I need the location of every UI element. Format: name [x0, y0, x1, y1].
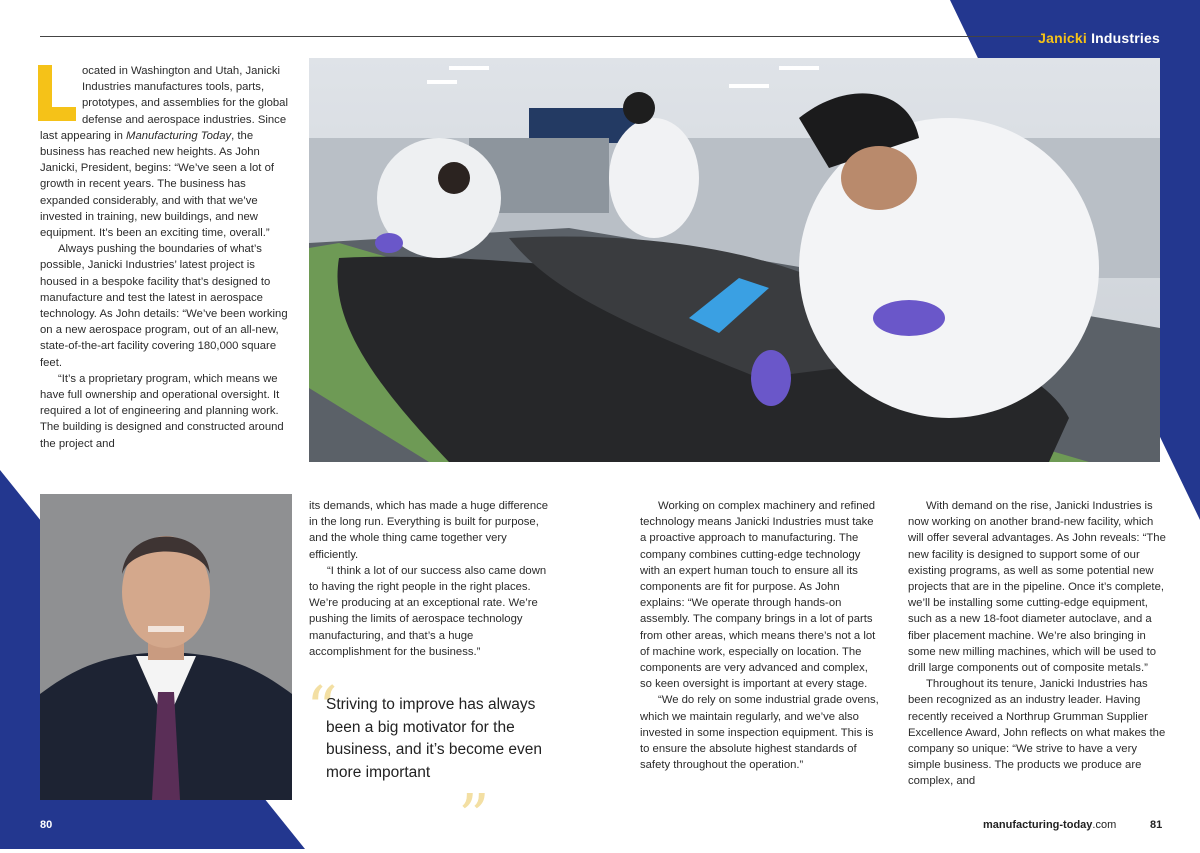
article-column-1 — [40, 63, 292, 452]
paragraph: Working on complex machinery and refined technology means Janicki Industries must take a proactive approach to manufacturing. The company combines cutting-edge technology with an expert human touch to ensure all its components are fit for purpose. As John explains: “We operate through hands-on assembly. The company brings in a lot of parts from other areas, which means there’s not a lot of machine work, especially on location. The components are very advanced and complex, so keen oversight is important at every stage. — [640, 500, 876, 691]
article-column-2 — [309, 498, 555, 660]
pull-quote: Striving to improve has always been a big motivator for the business, and it’s become even more important — [326, 696, 542, 781]
header-rule — [40, 36, 1045, 37]
intro-text-rest: , the business has reached new heights. As John Janicki, President, begins: “We’ve seen a lot of growth in recent years. The business has expanded considerably, and with that we’ve invested in training, new buildings, and new equipment. It’s been an exciting time, overall.” — [40, 129, 275, 240]
paragraph: Throughout its tenure, Janicki Industries has been recognized as an industry leader. Having recently received a Northrup Grumman Supplier Excellence Award, John reflects on what makes the company so unique: “We strive to have a very simple business. The products we produce are complex, and — [908, 678, 1166, 788]
close-quote-icon: ” — [458, 780, 490, 853]
page-number-right: 81 — [1150, 819, 1163, 831]
intro-text: ocated in Washington and Utah, Janicki Industries manufactures tools, parts, prototypes, and assemblies for the global defense and aerospace industries. Since last appearing in — [40, 65, 288, 142]
article-column-3 — [640, 498, 880, 773]
brand-header — [1038, 30, 1160, 46]
magazine-title: Manufacturing Today — [126, 129, 232, 142]
paragraph: Always pushing the boundaries of what’s possible, Janicki Industries’ latest project is housed in a bespoke facility that’s designed to manufacture and test the latest in aerospace technology. As John details: “We’ve been working on a new aerospace program, out of an all-new, state-of-the-art facility covering 180,000 square feet. — [40, 243, 288, 369]
paragraph: “We do rely on some industrial grade ovens, which we maintain regularly, and we’ve also invested in some inspection equipment. This is to ensure the absolute highest standards of safety throughout the operation.” — [640, 694, 879, 772]
drop-cap-letter — [38, 65, 76, 121]
paragraph: “I think a lot of our success also came down to having the right people in the right places. We’re producing at an exceptional rate. We’re pushing the limits of aerospace technology manufacturing, and that’s a huge accomplishment for the business.” — [309, 564, 547, 658]
paragraph: With demand on the rise, Janicki Industries is now working on another brand-new facility, which will offer several advantages. As John reveals: “The new facility is designed to support some of our existing programs, as well as some potential new projects that are in the pipeline. Once it’s complete, we’ll be installing some cutting-edge equipment, such as a new 18-foot diameter autoclave, and a fiber placement machine. We’re also bringing in some new milling machines, which will be used to drill large components out of composite metals.” — [908, 500, 1166, 675]
site-url[interactable]: manufacturing-today.com — [983, 819, 1117, 831]
page-number-left: 80 — [40, 819, 53, 831]
john-janicki-portrait — [40, 494, 292, 800]
paragraph: its demands, which has made a huge difference in the long run. Everything is built for purpose, and the whole thing came together very efficiently. — [309, 500, 549, 561]
paragraph: “It’s a proprietary program, which means we have full ownership and operational oversight. It required a lot of engineering and planning work. The building is designed and constructed around the project and — [40, 372, 284, 450]
brand-name-part2: Industries — [1087, 30, 1160, 46]
open-quote-icon: “ — [306, 672, 338, 745]
article-column-4 — [908, 498, 1166, 790]
brand-name-part1: Janicki — [1038, 30, 1087, 46]
workers-composite-photo — [309, 58, 1160, 462]
